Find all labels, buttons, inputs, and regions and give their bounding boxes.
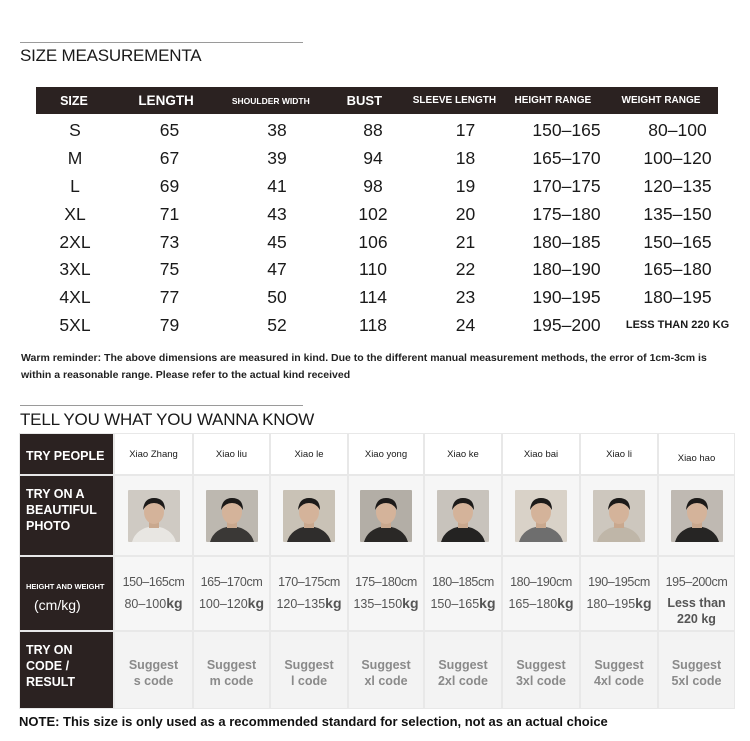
suggested-size-cell [194, 632, 269, 708]
size-cell: 100–120 [643, 148, 712, 169]
weight-unit: kg [325, 595, 342, 611]
size-cell: 5XL [59, 314, 91, 335]
suggest-label: Suggest [361, 658, 411, 672]
header-sleeve-length: SLEEVE LENGTH [412, 95, 497, 106]
portrait-photo [515, 490, 567, 542]
hw-unit-label: (cm/kg) [34, 597, 81, 613]
size-row [36, 145, 736, 173]
size-cell: M [67, 148, 83, 169]
size-cell: 52 [267, 314, 287, 335]
section-divider [20, 405, 303, 406]
row-label-height-weight [20, 557, 113, 630]
size-cell: 88 [363, 120, 383, 141]
size-cell: 67 [159, 148, 180, 169]
size-cell: 19 [455, 175, 476, 196]
size-cell: 3XL [59, 259, 91, 280]
suggested-code: 2xl code [437, 674, 489, 688]
suggested-code: 4xl code [593, 674, 645, 688]
weight-number: 120–135 [276, 597, 326, 611]
size-cell: 94 [363, 148, 383, 169]
suggested-size-cell [659, 632, 734, 708]
person-name: Xiao Zhang [115, 434, 192, 474]
size-cell: 114 [359, 287, 387, 308]
suggested-size-cell [349, 632, 423, 708]
size-cell: 43 [267, 203, 287, 224]
suggested-code: 5xl code [671, 674, 722, 688]
suggested-code: l code [290, 674, 328, 688]
size-cell: 180–190 [532, 259, 601, 280]
size-cell: 102 [358, 203, 388, 224]
size-table-body [36, 117, 736, 339]
size-cell: 98 [363, 175, 383, 196]
portrait-photo [206, 490, 258, 542]
try-on-photo-cell [425, 476, 501, 555]
suggested-size-cell [271, 632, 347, 708]
size-cell: 175–180 [532, 203, 601, 224]
size-cell: 22 [455, 259, 476, 280]
size-cell: 120–135 [643, 175, 712, 196]
size-row [36, 228, 736, 256]
size-cell: 165–180 [643, 259, 712, 280]
size-row [36, 117, 736, 145]
weight-number: 165–180 [508, 597, 558, 611]
suggested-size-cell [425, 632, 501, 708]
weight-unit: kg [402, 595, 419, 611]
weight-value [581, 593, 657, 615]
size-cell: 110 [359, 259, 387, 280]
person-name: Xiao bai [503, 434, 579, 474]
size-cell: 150–165 [532, 120, 601, 141]
warm-reminder: Warm reminder: The above dimensions are measured in kind. Due to the different manual measurement methods, the error of 1cm-3cm is within a reasonable range. Please refer to the actual kind received [21, 352, 707, 381]
size-cell: 2XL [59, 231, 91, 252]
try-on-photo-cell [271, 476, 347, 555]
height-value: 170–175cm [278, 575, 340, 589]
size-cell: 69 [159, 175, 180, 196]
height-weight-cell [581, 557, 657, 630]
size-cell: 106 [358, 231, 388, 252]
size-row [36, 284, 736, 312]
suggest-label: Suggest [671, 658, 722, 672]
height-value: 150–165cm [122, 575, 185, 589]
row-label-people: TRY PEOPLE [20, 434, 113, 474]
weight-number: 180–195 [586, 597, 636, 611]
weight-number: 100–120 [198, 597, 248, 611]
weight-value [194, 593, 269, 615]
portrait-photo [360, 490, 412, 542]
height-value: 180–185cm [432, 575, 494, 589]
height-value: 180–190cm [510, 575, 572, 589]
suggested-size-cell [115, 632, 192, 708]
size-cell: 21 [455, 231, 476, 252]
size-cell: 4XL [59, 287, 91, 308]
weight-value [271, 593, 347, 615]
header-bust: BUST [346, 93, 383, 108]
suggested-code: s code [133, 674, 174, 688]
size-row [36, 312, 736, 340]
size-row [36, 200, 736, 228]
height-weight-cell [659, 557, 734, 630]
suggested-size-cell [503, 632, 579, 708]
height-value: 195–200cm [665, 575, 728, 589]
row-label-photo: TRY ON A BEAUTIFUL PHOTO [20, 476, 113, 555]
weight-value [425, 593, 501, 615]
size-cell: 18 [455, 148, 476, 169]
size-cell: 50 [267, 287, 287, 308]
height-weight-cell [349, 557, 423, 630]
suggest-label: Suggest [206, 658, 257, 672]
size-cell: XL [64, 203, 86, 224]
size-cell: 45 [267, 231, 287, 252]
weight-number: 80–100 [124, 597, 167, 611]
size-cell: 180–185 [532, 231, 601, 252]
header-weight-range: WEIGHT RANGE [621, 95, 701, 106]
portrait-photo [437, 490, 489, 542]
size-cell: 41 [267, 175, 287, 196]
suggested-size-cell [581, 632, 657, 708]
size-cell: 180–195 [643, 287, 712, 308]
row-label-result: TRY ON CODE / RESULT [20, 632, 113, 708]
size-cell: 20 [455, 203, 476, 224]
height-value: 175–180cm [355, 575, 417, 589]
size-cell: 190–195 [532, 287, 601, 308]
size-cell: S [69, 120, 81, 141]
size-cell: 71 [159, 203, 180, 224]
size-section-title: SIZE MEASUREMENTA [20, 46, 202, 65]
weight-unit: kg [635, 595, 652, 611]
weight-number: 150–165 [430, 597, 480, 611]
person-name: Xiao le [271, 434, 347, 474]
person-name: Xiao li [581, 434, 657, 474]
size-cell: 23 [455, 287, 476, 308]
suggest-label: Suggest [594, 658, 644, 672]
height-value: 165–170cm [200, 575, 263, 589]
weight-value [659, 593, 734, 627]
size-table-header [36, 87, 718, 114]
person-name: Xiao liu [194, 434, 269, 474]
try-on-photo-cell [659, 476, 734, 555]
try-on-photo-cell [503, 476, 579, 555]
header-shoulder-width: SHOULDER WIDTH [231, 95, 310, 106]
size-cell: 80–100 [648, 120, 707, 141]
header-size: SIZE [60, 93, 88, 108]
portrait-photo [283, 490, 335, 542]
size-cell: 39 [267, 148, 287, 169]
size-cell: 73 [159, 231, 180, 252]
weight-unit: kg [247, 595, 264, 611]
size-cell: 24 [455, 314, 476, 335]
size-cell: 17 [455, 120, 476, 141]
size-cell: 77 [159, 287, 180, 308]
size-cell: 165–170 [532, 148, 601, 169]
size-cell: 75 [159, 259, 180, 280]
height-value: 190–195cm [588, 575, 650, 589]
suggested-code: xl code [364, 674, 408, 688]
portrait-photo [128, 490, 180, 542]
header-length: LENGTH [138, 93, 194, 108]
portrait-photo [671, 490, 723, 542]
weight-unit: kg [166, 595, 183, 611]
try-section-title: TELL YOU WHAT YOU WANNA KNOW [20, 410, 315, 429]
height-weight-cell [115, 557, 192, 630]
weight-number: 135–150 [353, 597, 403, 611]
suggested-code: 3xl code [515, 674, 567, 688]
section-divider [20, 42, 303, 43]
try-on-photo-cell [194, 476, 269, 555]
person-name: Xiao ke [425, 434, 501, 474]
size-cell: 38 [267, 120, 287, 141]
size-cell: LESS THAN 220 KG [625, 319, 730, 332]
size-cell: 170–175 [532, 175, 601, 196]
size-cell: 65 [159, 120, 180, 141]
size-cell: L [70, 175, 80, 196]
try-on-photo-cell [349, 476, 423, 555]
height-weight-cell [271, 557, 347, 630]
suggested-code: m code [209, 674, 254, 688]
person-name: Xiao hao [659, 434, 734, 474]
suggest-label: Suggest [438, 658, 488, 672]
size-cell: 135–150 [643, 203, 712, 224]
height-weight-cell [194, 557, 269, 630]
hw-label-small: HEIGHT AND WEIGHT [26, 582, 105, 591]
size-row [36, 256, 736, 284]
size-cell: 150–165 [643, 231, 712, 252]
weight-unit: kg [479, 595, 496, 611]
header-height-range: HEIGHT RANGE [514, 95, 592, 106]
weight-unit: 220 kg [677, 612, 716, 626]
suggest-label: Suggest [516, 658, 566, 672]
size-cell: 195–200 [532, 314, 601, 335]
size-row [36, 173, 736, 201]
weight-value [503, 593, 579, 615]
weight-unit: kg [557, 595, 574, 611]
size-cell: 118 [359, 314, 387, 335]
footer-note: NOTE: This size is only used as a recommended standard for selection, not as an actual choice [19, 714, 608, 729]
person-name: Xiao yong [349, 434, 423, 474]
weight-value [115, 593, 192, 615]
suggest-label: Suggest [128, 658, 179, 672]
weight-number: Less than [667, 596, 726, 610]
size-cell: 79 [159, 314, 180, 335]
height-weight-cell [425, 557, 501, 630]
portrait-photo [593, 490, 645, 542]
height-weight-cell [503, 557, 579, 630]
suggest-label: Suggest [284, 658, 334, 672]
size-cell: 47 [267, 259, 287, 280]
try-on-grid [19, 433, 735, 709]
try-on-photo-cell [581, 476, 657, 555]
try-on-photo-cell [115, 476, 192, 555]
weight-value [349, 593, 423, 615]
